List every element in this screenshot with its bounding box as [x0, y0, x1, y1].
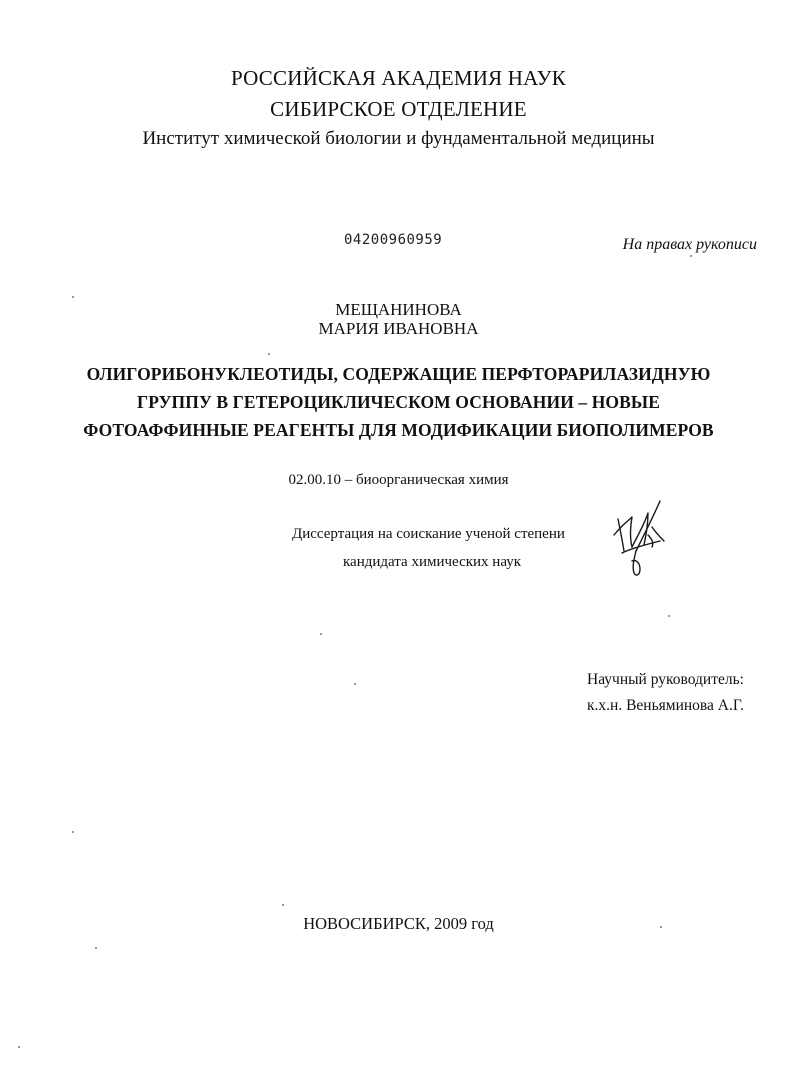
institute-name: Институт химической биологии и фундаментальной медицины [142, 128, 655, 149]
thesis-title-line-2: ГРУППУ В ГЕТЕРОЦИКЛИЧЕСКОМ ОСНОВАНИИ – НОВЫЕ [137, 392, 660, 412]
degree-statement-line-2: кандидата химических наук [343, 554, 522, 570]
scan-speck [354, 683, 356, 685]
scan-speck [668, 615, 670, 617]
scan-speck [18, 1046, 20, 1048]
scan-speck [690, 255, 692, 257]
specialty-code: 02.00.10 – биоорганическая химия [288, 472, 509, 488]
scan-speck [72, 831, 74, 833]
scan-speck [660, 926, 662, 928]
scan-speck [72, 296, 74, 298]
scan-speck [95, 947, 97, 949]
scan-speck [320, 633, 322, 635]
author-signature [608, 495, 672, 579]
thesis-title-line-3: ФОТОАФФИННЫЕ РЕАГЕНТЫ ДЛЯ МОДИФИКАЦИИ БИОПОЛИМЕРОВ [83, 420, 714, 440]
academy-name: РОССИЙСКАЯ АКАДЕМИЯ НАУК [231, 66, 566, 90]
scan-speck [282, 904, 284, 906]
supervisor-name: к.х.н. Веньяминова А.Г. [587, 697, 744, 714]
manuscript-rights-note: На правах рукописи [622, 236, 757, 253]
author-surname: МЕЩАНИНОВА [335, 300, 462, 319]
registry-number-stamp: 04200960959 [344, 232, 443, 248]
thesis-title-line-1: ОЛИГОРИБОНУКЛЕОТИДЫ, СОДЕРЖАЩИЕ ПЕРФТОРАРИЛАЗИДНУЮ [86, 364, 711, 384]
degree-statement-line-1: Диссертация на соискание ученой степени [292, 526, 565, 542]
supervisor-label: Научный руководитель: [587, 671, 744, 688]
scan-speck [268, 353, 270, 355]
branch-name: СИБИРСКОЕ ОТДЕЛЕНИЕ [270, 97, 527, 121]
city-and-year: НОВОСИБИРСК, 2009 год [303, 914, 494, 933]
author-given-names: МАРИЯ ИВАНОВНА [318, 319, 479, 338]
